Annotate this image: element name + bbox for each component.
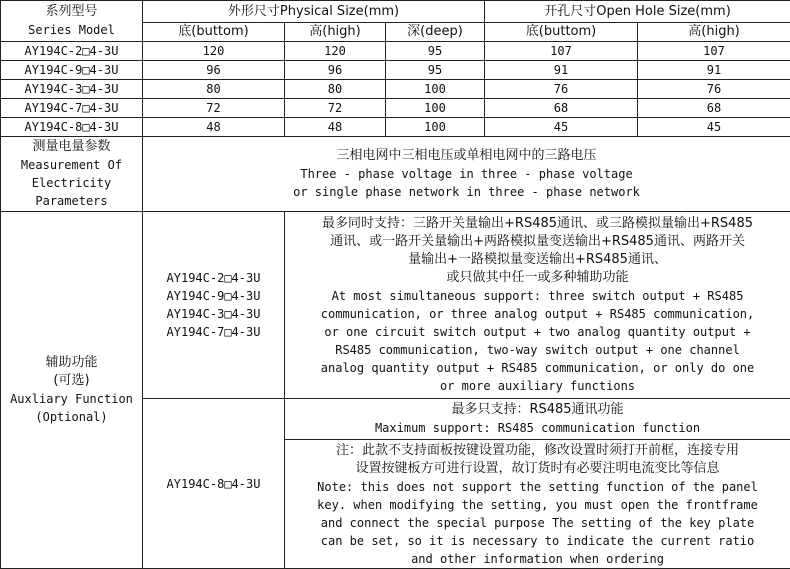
ordering-note: 注：此款不支持面板按键设置功能，修改设置时须打开前框，连接专用 设置按键板方可进行设置，故订货时有必要注明电流变比等信息 Note: this does not support the setting function of the panel key. when modifying the setting, you must open the frontframe and connect the special purpose The setting of the key plate can be set, so it is necessary to indicate the current ratio and other information when ordering — [285, 440, 790, 568]
model-cell: AY194C-3□4-3U — [1, 80, 143, 99]
table-row — [1, 99, 790, 118]
auxiliary-models-group-1: AY194C-2□4-3U AY194C-9□4-3U AY194C-3□4-3U AY194C-7□4-3U — [143, 212, 285, 399]
deep-cell: 100 — [386, 80, 485, 99]
header-row — [1, 1, 790, 23]
table-row — [1, 80, 790, 99]
deep-cell: 95 — [386, 61, 485, 80]
auxiliary-description-group-2 — [285, 399, 790, 569]
high-cell: 120 — [285, 42, 386, 61]
measurement-label: 测量电量参数 Measurement Of Electricity Parameters — [1, 137, 143, 212]
deep-cell: 100 — [386, 118, 485, 137]
high-cell: 72 — [285, 99, 386, 118]
deep-header: 深(deep) — [386, 23, 485, 42]
support-summary: 最多只支持：RS485通讯功能 Maximum support: RS485 communication function — [285, 399, 790, 440]
model-cell: AY194C-7□4-3U — [1, 99, 143, 118]
deep-cell: 95 — [386, 42, 485, 61]
open-hole-size-header: 开孔尺寸Open Hole Size(mm) — [485, 1, 790, 23]
physical-size-header: 外形尺寸Physical Size(mm) — [143, 1, 485, 23]
auxiliary-model-group-2: AY194C-8□4-3U — [143, 399, 285, 569]
model-cell: AY194C-2□4-3U — [1, 42, 143, 61]
bottom-cell: 80 — [143, 80, 285, 99]
auxiliary-row-1 — [1, 212, 790, 399]
high-cell: 96 — [285, 61, 386, 80]
measurement-row — [1, 137, 790, 212]
bottom-cell: 96 — [143, 61, 285, 80]
hole-bottom-cell: 45 — [485, 118, 638, 137]
table-row — [1, 61, 790, 80]
hole-bottom-cell: 68 — [485, 99, 638, 118]
high-cell: 48 — [285, 118, 386, 137]
hole-high-cell: 76 — [638, 80, 790, 99]
model-cell: AY194C-9□4-3U — [1, 61, 143, 80]
hole-high-cell: 45 — [638, 118, 790, 137]
hole-bottom-header: 底(buttom) — [485, 23, 638, 42]
hole-bottom-cell: 107 — [485, 42, 638, 61]
bottom-cell: 48 — [143, 118, 285, 137]
high-cell: 80 — [285, 80, 386, 99]
bottom-cell: 120 — [143, 42, 285, 61]
auxiliary-label: 辅助功能 (可选) Auxliary Function (Optional) — [1, 212, 143, 569]
hole-bottom-cell: 91 — [485, 61, 638, 80]
table-row — [1, 118, 790, 137]
series-model-header: 系列型号 Series Model — [1, 1, 143, 42]
high-header: 高(high) — [285, 23, 386, 42]
hole-high-cell: 107 — [638, 42, 790, 61]
deep-cell: 100 — [386, 99, 485, 118]
hole-bottom-cell: 76 — [485, 80, 638, 99]
bottom-header: 底(buttom) — [143, 23, 285, 42]
hole-high-header: 高(high) — [638, 23, 790, 42]
hole-high-cell: 91 — [638, 61, 790, 80]
bottom-cell: 72 — [143, 99, 285, 118]
model-cell: AY194C-8□4-3U — [1, 118, 143, 137]
hole-high-cell: 68 — [638, 99, 790, 118]
measurement-description: 三相电网中三相电压或单相电网中的三路电压 Three - phase voltage in three - phase voltage or single phase network in three - phase network — [143, 137, 790, 212]
table-row — [1, 42, 790, 61]
auxiliary-description-group-1: 最多同时支持：三路开关量输出+RS485通讯、或三路模拟量输出+RS485 通讯、或一路开关量输出+两路模拟量变送输出+RS485通讯、两路开关 量输出+一路模拟量变送输出+RS485通讯、 或只做其中任一或多种辅助功能 At most simultaneous support: three switch output + RS485 communication, or three analog output + RS485 communication, or one circuit switch output + two analog quantity output + RS485 communication, two-way switch output + one channel analog quantity output + RS485 communication, or only do one or more auxiliary functions — [285, 212, 790, 399]
